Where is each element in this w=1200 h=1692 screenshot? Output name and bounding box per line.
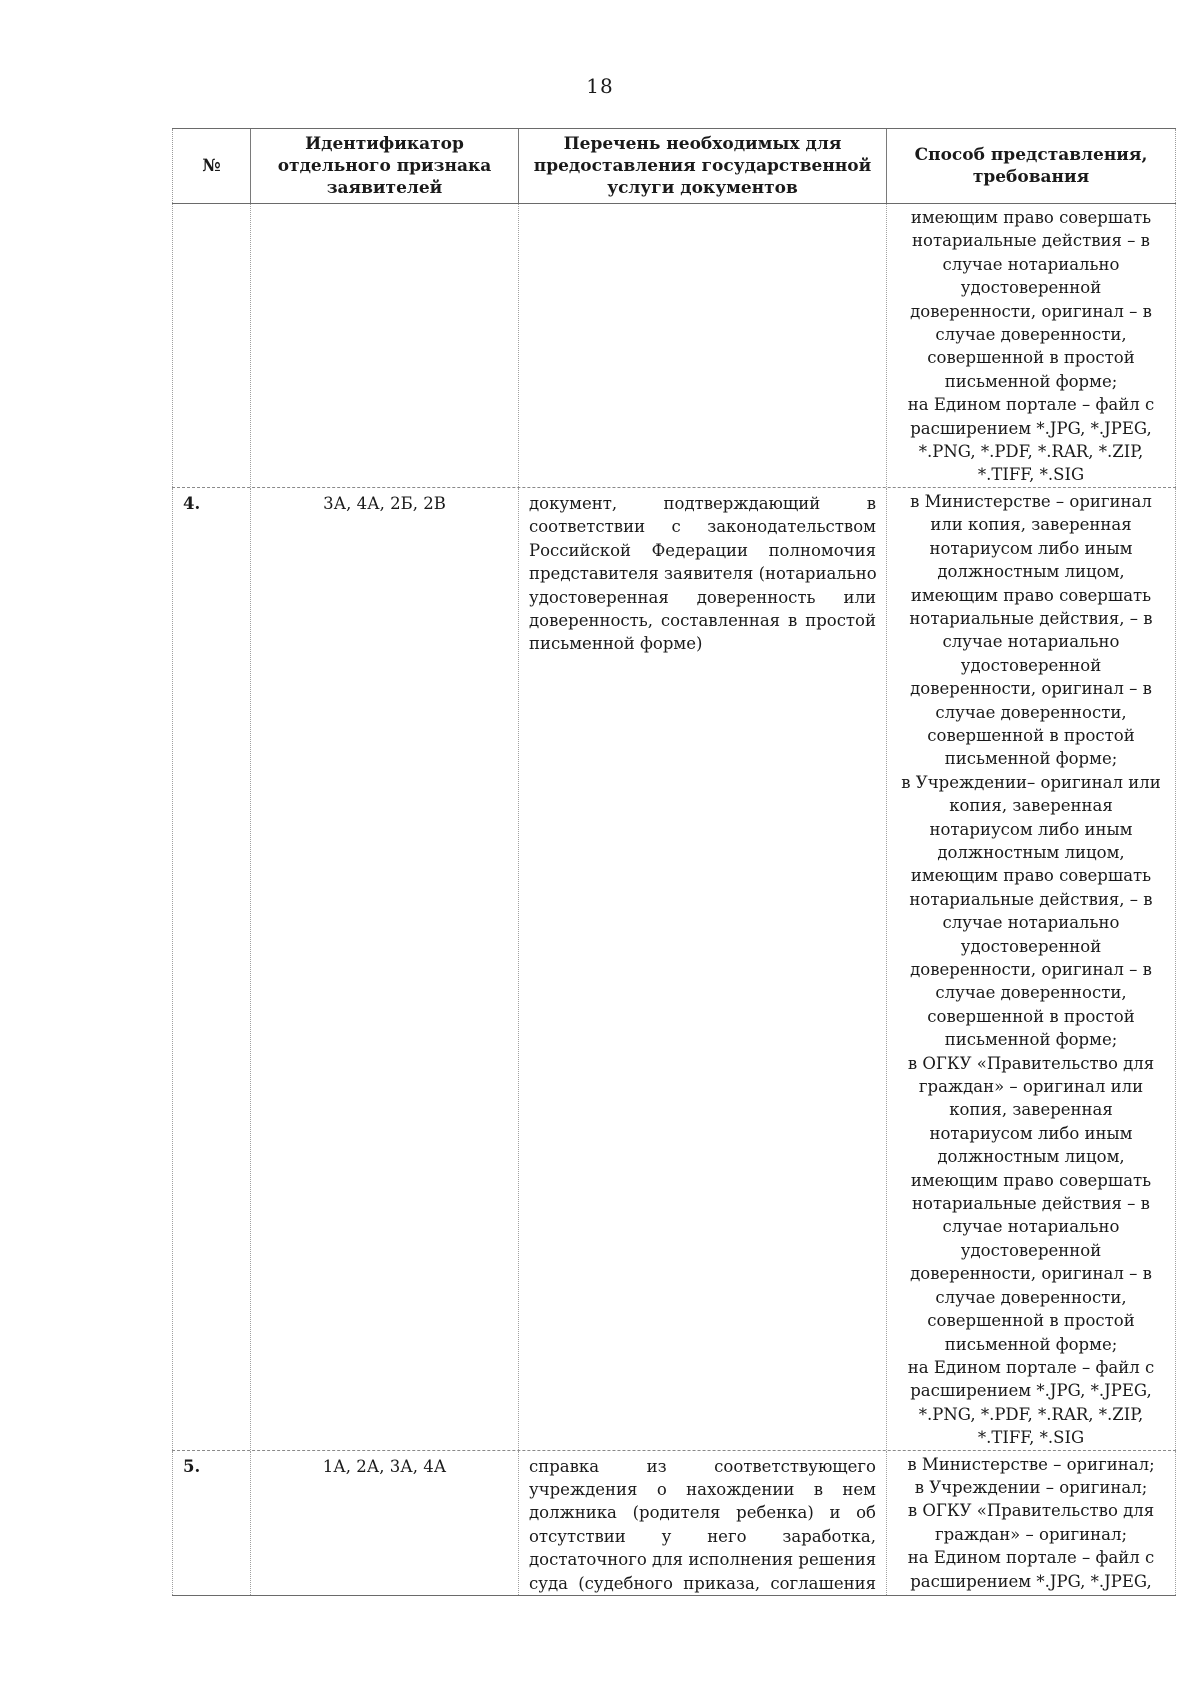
submission-line: расширением *.JPG, *.JPEG, xyxy=(910,1571,1152,1591)
submission-line: доверенности, оригинал – в xyxy=(910,679,1152,699)
submission-line: в Учреждении– оригинал или xyxy=(901,772,1161,792)
row-number: 5. xyxy=(172,1451,250,1595)
table-row xyxy=(172,204,1176,488)
header-submission xyxy=(886,129,1176,203)
submission-line: доверенности, оригинал – в xyxy=(910,301,1152,321)
document-line: справка из соответствующего xyxy=(529,1456,876,1476)
submission-line: должностным лицом, xyxy=(937,1147,1125,1167)
document-line: соответствии с законодательством xyxy=(529,517,876,537)
submission-line: удостоверенной xyxy=(960,655,1102,675)
submission-line: или копия, заверенная xyxy=(930,515,1132,535)
header-identifier-line: отдельного признака xyxy=(277,156,492,176)
document-line: удостоверенная доверенность или xyxy=(529,587,876,607)
submission-line: случае нотариально xyxy=(942,254,1120,274)
submission-line: имеющим право совершать xyxy=(910,208,1152,227)
submission-line: случае доверенности, xyxy=(935,983,1127,1003)
submission-line: письменной форме; xyxy=(944,1030,1118,1050)
row-identifiers: 1А, 2А, 3А, 4А xyxy=(250,1451,518,1595)
submission-line: копия, заверенная xyxy=(949,1100,1113,1120)
submission-line: удостоверенной xyxy=(960,278,1102,298)
submission-line: *.PNG, *.PDF, *.RAR, *.ZIP, xyxy=(918,1404,1144,1424)
submission-line: нотариусом либо иным xyxy=(929,538,1133,558)
submission-line: граждан» – оригинал; xyxy=(934,1524,1128,1544)
row-documents xyxy=(518,204,886,487)
header-submission-line: требования xyxy=(972,167,1090,187)
submission-line: имеющим право совершать xyxy=(910,866,1152,886)
row-submission xyxy=(886,488,1176,1450)
submission-line: расширением *.JPG, *.JPEG, xyxy=(910,418,1152,438)
submission-line: нотариальные действия, – в xyxy=(909,608,1153,628)
document-line: учреждения о нахождении в нем xyxy=(529,1479,876,1499)
submission-line: письменной форме; xyxy=(944,1334,1118,1354)
row-documents xyxy=(518,1451,886,1595)
table-row xyxy=(172,1451,1176,1596)
submission-line: в ОГКУ «Правительство для xyxy=(907,1053,1155,1073)
header-documents-line: услуги документов xyxy=(607,178,798,198)
submission-line: случае доверенности, xyxy=(935,1287,1127,1307)
submission-line: нотариальные действия – в xyxy=(912,1194,1150,1214)
submission-line: нотариусом либо иным xyxy=(929,1123,1133,1143)
document-line: достаточного для исполнения решения xyxy=(529,1550,877,1570)
row-identifiers: 3А, 4А, 2Б, 2В xyxy=(250,488,518,1450)
submission-line: совершенной в простой xyxy=(927,725,1135,745)
submission-line: в Учреждении – оригинал; xyxy=(914,1477,1148,1497)
document-line: письменной форме) xyxy=(529,634,703,654)
table-body xyxy=(172,204,1176,1596)
submission-line: случае нотариально xyxy=(942,913,1120,933)
submission-line: имеющим право совершать xyxy=(910,1170,1152,1190)
submission-line: *.TIFF, *.SIG xyxy=(977,465,1085,485)
submission-line: *.TIFF, *.SIG xyxy=(977,1428,1085,1448)
submission-line: на Едином портале – файл с xyxy=(907,395,1155,415)
submission-line: совершенной в простой xyxy=(927,1311,1135,1331)
submission-line: копия, заверенная xyxy=(949,796,1113,816)
submission-line: доверенности, оригинал – в xyxy=(910,1264,1152,1284)
document-line: суда (судебного приказа, соглашения xyxy=(529,1573,876,1593)
submission-line: граждан» – оригинал или xyxy=(918,1077,1144,1097)
document-line: документ, подтверждающий в xyxy=(529,493,876,513)
document-line: представителя заявителя (нотариально xyxy=(529,564,877,584)
row-number: 4. xyxy=(172,488,250,1450)
submission-line: письменной форме; xyxy=(944,371,1118,391)
submission-line: удостоверенной xyxy=(960,936,1102,956)
document-line: должника (родителя ребенка) и об xyxy=(529,1503,876,1523)
submission-line: случае доверенности, xyxy=(935,702,1127,722)
submission-line: случае нотариально xyxy=(942,1217,1120,1237)
submission-line: *.PNG, *.PDF, *.RAR, *.ZIP, xyxy=(918,442,1144,462)
submission-line: расширением *.JPG, *.JPEG, xyxy=(910,1381,1152,1401)
submission-line: письменной форме; xyxy=(944,749,1118,769)
documents-table xyxy=(172,128,1176,1596)
row-submission xyxy=(886,1451,1176,1595)
document-line: Российской Федерации полномочия xyxy=(529,540,876,560)
row-submission xyxy=(886,204,1176,487)
submission-line: совершенной в простой xyxy=(927,1006,1135,1026)
row-documents xyxy=(518,488,886,1450)
submission-line: случае доверенности, xyxy=(935,325,1127,345)
row-identifiers xyxy=(250,204,518,487)
submission-line: случае нотариально xyxy=(942,632,1120,652)
submission-line: доверенности, оригинал – в xyxy=(910,960,1152,979)
header-identifier-line: Идентификатор xyxy=(305,134,464,154)
page-number: 18 xyxy=(586,74,614,98)
header-number-label: № xyxy=(202,156,221,176)
header-documents-line: Перечень необходимых для xyxy=(563,134,842,154)
submission-line: нотариусом либо иным xyxy=(929,819,1133,839)
submission-line: нотариальные действия – в xyxy=(912,231,1150,251)
submission-line: в ОГКУ «Правительство для xyxy=(907,1501,1155,1521)
submission-line: нотариальные действия, – в xyxy=(909,889,1153,909)
submission-line: в Министерстве – оригинал xyxy=(910,491,1152,511)
submission-line: совершенной в простой xyxy=(927,348,1135,368)
submission-line: удостоверенной xyxy=(960,1240,1102,1260)
header-identifier xyxy=(250,129,518,203)
header-submission-line: Способ представления, xyxy=(914,145,1148,165)
submission-line: в Министерстве – оригинал; xyxy=(907,1454,1155,1474)
header-documents xyxy=(518,129,886,203)
table-header xyxy=(172,129,1176,204)
header-identifier-line: заявителей xyxy=(326,178,443,198)
submission-line: имеющим право совершать xyxy=(910,585,1152,605)
document-line: отсутствии у него заработка, xyxy=(529,1526,876,1546)
submission-line: должностным лицом, xyxy=(937,562,1125,582)
submission-line: на Едином портале – файл с xyxy=(907,1357,1155,1377)
document-line: доверенность, составленная в простой xyxy=(529,610,876,630)
submission-line: должностным лицом, xyxy=(937,842,1125,862)
row-number xyxy=(172,204,250,487)
table-row xyxy=(172,488,1176,1451)
submission-line: на Едином портале – файл с xyxy=(907,1548,1155,1568)
header-number xyxy=(172,129,250,203)
header-documents-line: предоставления государственной xyxy=(533,156,872,176)
